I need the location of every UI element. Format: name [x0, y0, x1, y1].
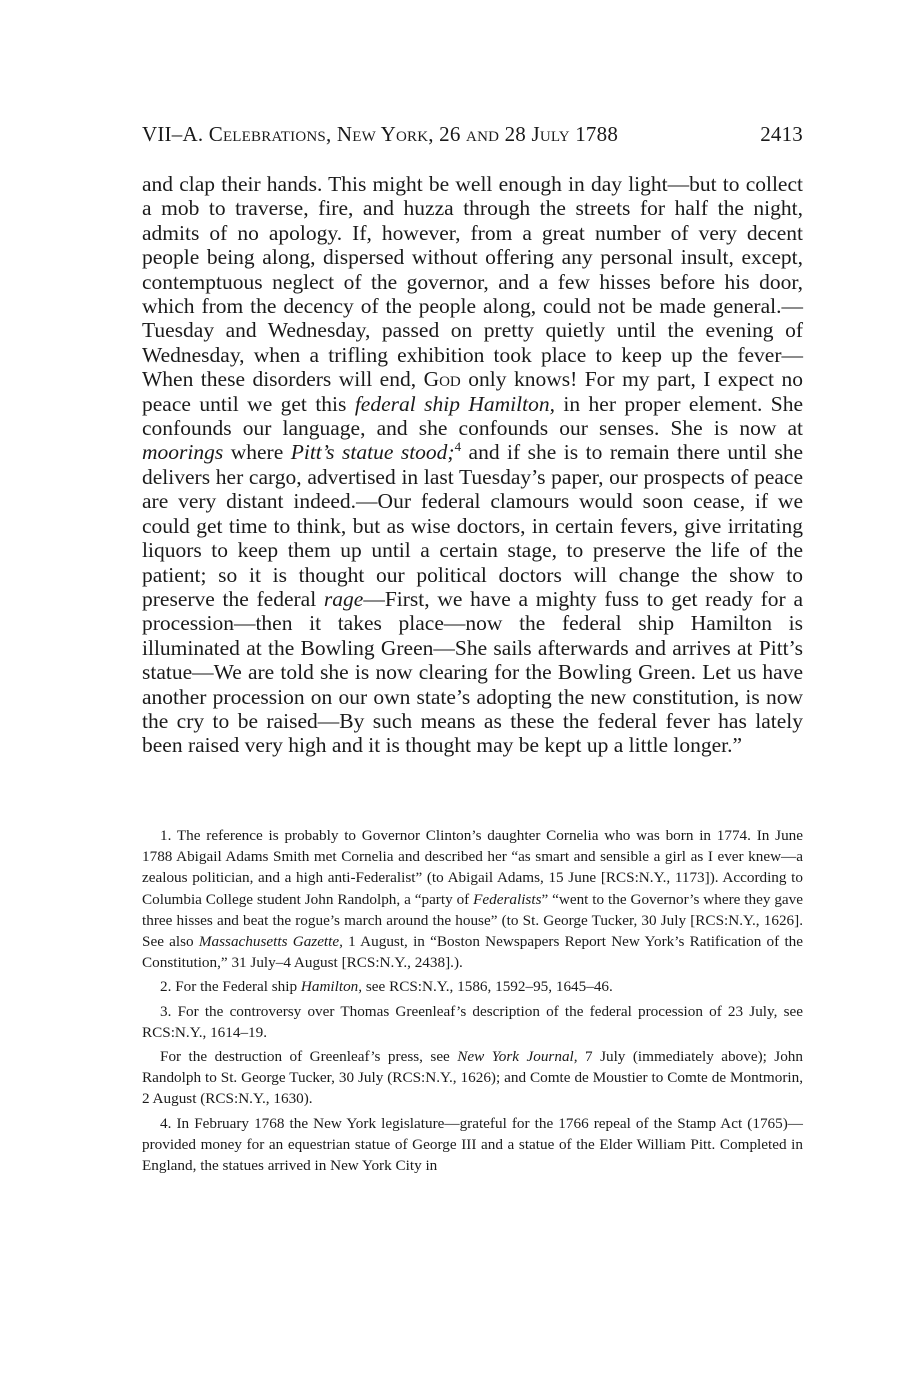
- italic-federal-ship: federal ship Hamilton,: [354, 391, 555, 416]
- running-head: [142, 122, 803, 147]
- small-caps-god: God: [423, 367, 461, 392]
- italic-rage: rage: [323, 586, 364, 611]
- page-number: 2413: [760, 122, 803, 146]
- italic-pitts-statue: Pitt’s statue stood;: [290, 440, 455, 465]
- italic-moorings: moorings: [142, 440, 224, 465]
- footnote-3-continued: For the destruction of Greenleaf’s press, see New York Journal, 7 July (immediately above); John Randolph to St. George Tucker, 30 July (RCS:N.Y., 1626); and Comte de Moustier to Comte de Montmorin, 2 August (RCS:N.Y., 1630).: [142, 1048, 803, 1108]
- footnote-3: 3. For the controversy over Thomas Greenleaf’s description of the federal procession of 23 July, see RCS:N.Y., 1614–19.: [142, 1002, 803, 1041]
- running-head-title: VII–A. Celebrations, New York, 26 and 28 July 1788: [142, 122, 619, 146]
- footnote-4: 4. In February 1768 the New York legislature—grateful for the 1766 repeal of the Stamp Act (1765)—provided money for an equestrian statue of George III and a statue of the Elder William Pitt. Completed in England, the statues arrived in New York City in: [142, 1114, 803, 1175]
- footnotes: [142, 825, 803, 1179]
- footnote-ref-4: 4: [454, 440, 462, 455]
- footnote-2: 2. For the Federal ship Hamilton, see RCS:N.Y., 1586, 1592–95, 1645–46.: [160, 978, 613, 996]
- body-paragraph: and clap their hands. This might be well enough in day light—but to collect a mob to traverse, fire, and huzza through the streets for half the night, admits of no apology. If, however, from a great number of very decent people being along, dispersed without offering any personal insult, except, contemptuous neglect of the governor, and a few hisses before his door, which from the decency of the people along, could not be made general.—Tuesday and Wednesday, passed on pretty quietly until the evening of Wednesday, when a trifling exhibition took place to keep up the fever—When these disorders will end, God only knows! For my part, I expect no peace until we get this federal ship Hamilton, in her proper element. She confounds our language, and she confounds our senses. She is now at moorings where Pitt’s statue stood;$^4$ and if she is to remain there until she delivers her cargo, advertised in last Tuesday’s paper, our prospects of peace are very distant indeed.—Our federal clamours would soon cease, if we could get time to think, but as wise doctors, in certain fevers, give irritating liquors to keep them up until a certain stage, to preserve the life of the patient; so it is thought our political doctors will change the show to preserve the federal rage—First, we have a mighty fuss to get ready for a procession—then it takes place—now the federal ship Hamilton is illuminated at the Bowling Green—She sails afterwards and arrives at Pitt’s statue—We are told she is now clearing for the Bowling Green. Let us have another procession on our own state’s adopting the new constitution, is now the cry to be raised—By such means as these the federal fever has lately been raised very high and it is thought may be kept up a little longer.”: [142, 172, 804, 758]
- body-text: [142, 172, 803, 758]
- footnote-1: 1. The reference is probably to Governor Clinton’s daughter Cornelia who was born in 1774. In June 1788 Abigail Adams Smith met Cornelia and described her “as smart and sensible a girl as I ever knew—a zealous politician, and a high anti-Federalist” (to Abigail Adams, 15 June [RCS:N.Y., 1173]). According to Columbia College student John Randolph, a “party of Federalists” “went to the Governor’s where they gave three hisses and beat the rogue’s march around the house” (to St. George Tucker, 30 July [RCS:N.Y., 1626]. See also Massachusetts Gazette, 1 August, in “Boston Newspapers Report New York’s Ratification of the Constitution,” 31 July–4 August [RCS:N.Y., 2438].).: [142, 827, 804, 972]
